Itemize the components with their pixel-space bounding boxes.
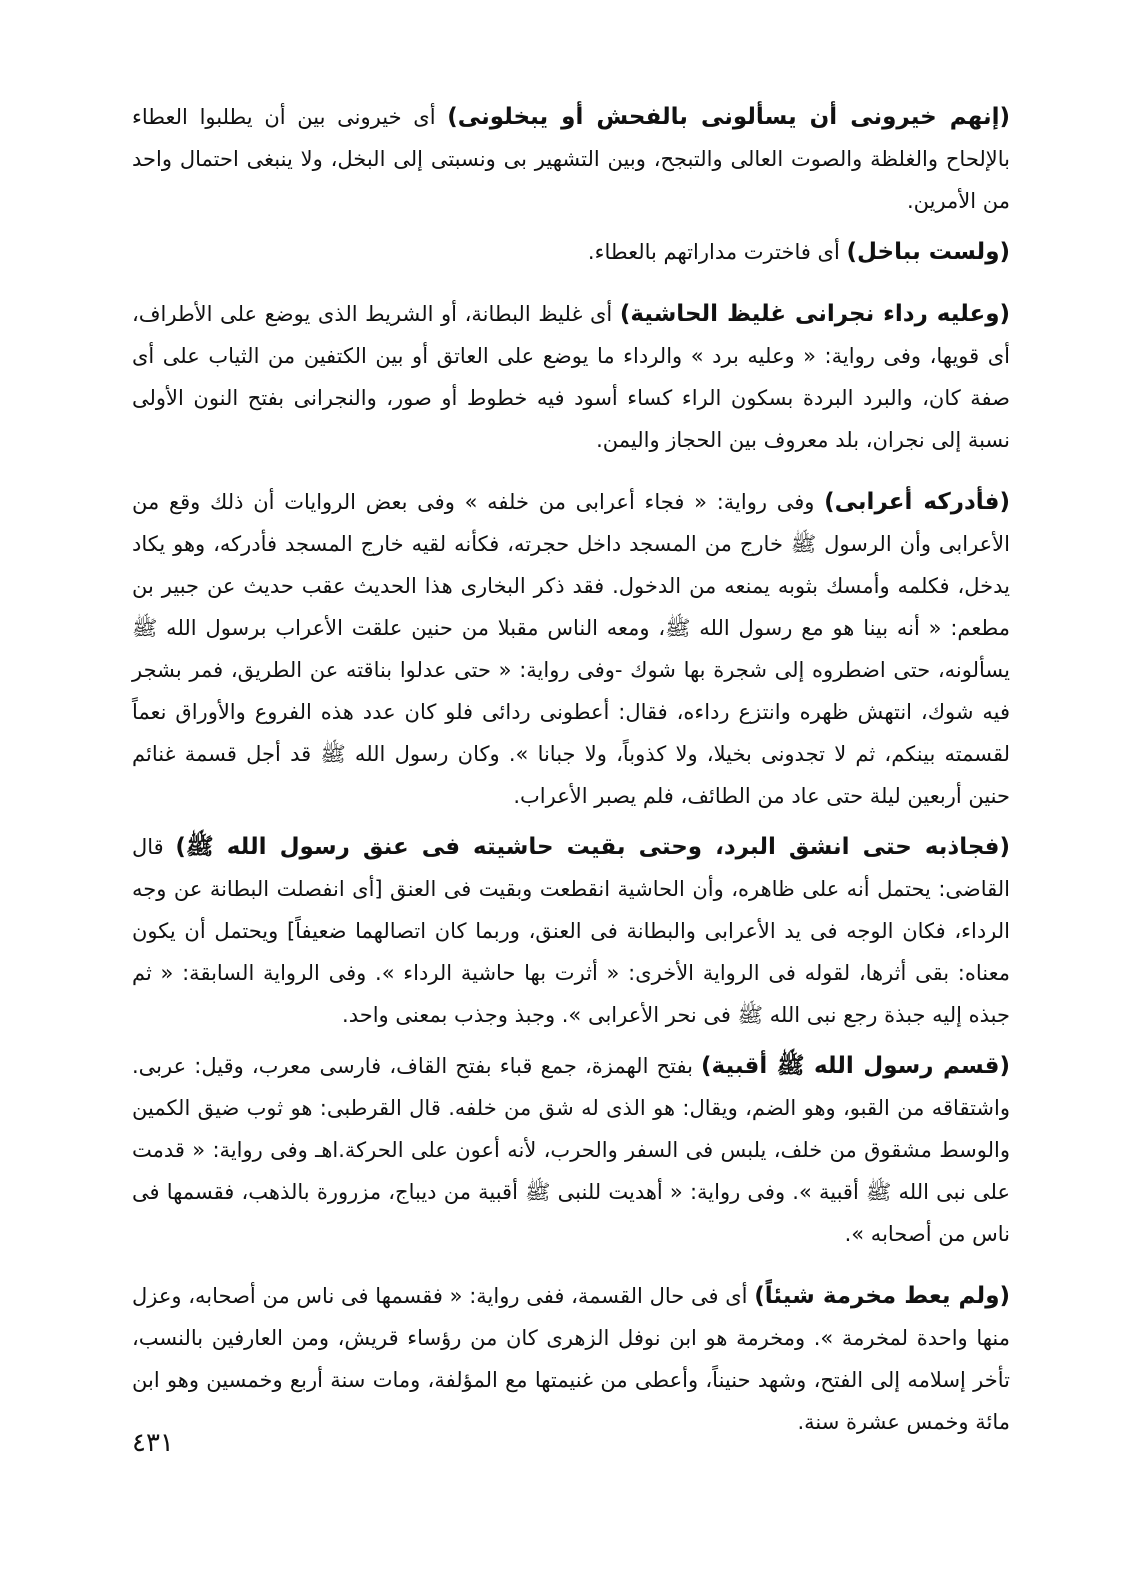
paragraph-5-body: قال القاضى: يحتمل أنه على ظاهره، وأن الحاشية انقطعت وبقيت فى العنق [أى انفصلت البطانة عن وجه الرداء، فكان الوجه فى يد الأعرابى والبطانة فى العنق، وربما كان اتصالهما ضعيفاً] ويحتمل أن يكون معناه: بقى أثرها، لقوله فى الرواية الأخرى: « أثرت بها حاشية الرداء ». وفى الرواية السابقة: « ثم جبذه إليه جبذة رجع نبى الله ﷺ فى نحر الأعرابى ». وجبذ وجذب بمعنى واحد. xyxy=(132,835,1010,1027)
paragraph-4-heading: (فأدركه أعرابى) xyxy=(824,489,1010,515)
paragraph-5 xyxy=(132,826,1010,1036)
paragraph-6-body: بفتح الهمزة، جمع قباء بفتح القاف، فارسى معرب، وقيل: عربى. واشتقاقه من القبو، وهو الضم، ويقال: هو الذى له شق من خلفه. قال القرطبى: هو ثوب ضيق الكمين والوسط مشقوق من خلف، يلبس فى السفر والحرب، لأنه أعون على الحركة.اهـ وفى رواية: « قدمت على نبى الله ﷺ أقبية ». وفى رواية: « أهديت للنبى ﷺ أقبية من ديباج، مزرورة بالذهب، فقسمها فى ناس من أصحابه ». xyxy=(132,1054,1010,1246)
paragraph-2 xyxy=(132,231,1010,273)
paragraph-1-heading: (إنهم خيرونى أن يسألونى بالفحش أو يبخلونى) xyxy=(447,104,1010,130)
paragraph-1 xyxy=(132,96,1010,222)
paragraph-3 xyxy=(132,293,1010,461)
paragraph-6-heading: (قسم رسول الله ﷺ أقبية) xyxy=(701,1053,1010,1079)
paragraph-5-heading: (فجاذبه حتى انشق البرد، وحتى بقيت حاشيته فى عنق رسول الله ﷺ) xyxy=(175,834,1010,860)
paragraph-4-body: وفى رواية: « فجاء أعرابى من خلفه » وفى بعض الروايات أن ذلك وقع من الأعرابى وأن الرسول ﷺ خارج من المسجد داخل حجرته، فكأنه لقيه خارج المسجد فأدركه، وهو يكاد يدخل، فكلمه وأمسك بثوبه يمنعه من الدخول. فقد ذكر البخارى هذا الحديث عقب حديث عن جبير بن مطعم: « أنه بينا هو مع رسول الله ﷺ، ومعه الناس مقبلا من حنين علقت الأعراب برسول الله ﷺ يسألونه، حتى اضطروه إلى شجرة بها شوك -وفى رواية: « حتى عدلوا بناقته عن الطريق، فمر بشجر فيه شوك، انتهش ظهره وانتزع رداءه، فقال: أعطونى ردائى فلو كان عدد هذه الفروع والأوراق نعماً لقسمته بينكم، ثم لا تجدونى بخيلا، ولا كذوباً، ولا جبانا ». وكان رسول الله ﷺ قد أجل قسمة غنائم حنين أربعين ليلة حتى عاد من الطائف، فلم يصبر الأعراب. xyxy=(132,490,1010,808)
page-body xyxy=(132,96,1010,1452)
paragraph-3-body: أى غليظ البطانة، أو الشريط الذى يوضع على الأطراف، أى قويها، وفى رواية: « وعليه برد » والرداء ما يوضع على العاتق أو بين الكتفين من الثياب على أى صفة كان، والبرد البردة بسكون الراء كساء أسود فيه خطوط أو صور، والنجرانى بفتح النون الأولى نسبة إلى نجران، بلد معروف بين الحجاز واليمن. xyxy=(132,302,1010,452)
paragraph-7 xyxy=(132,1275,1010,1443)
paragraph-4 xyxy=(132,481,1010,817)
paragraph-3-heading: (وعليه رداء نجرانى غليظ الحاشية) xyxy=(619,301,1010,327)
page-number: ٤٣١ xyxy=(132,1428,174,1458)
paragraph-7-heading: (ولم يعط مخرمة شيئاً) xyxy=(754,1283,1011,1309)
paragraph-2-body: أى فاخترت مداراتهم بالعطاء. xyxy=(587,240,847,264)
paragraph-1-body: أى خيرونى بين أن يطلبوا العطاء بالإلحاح والغلظة والصوت العالى والتبجح، وبين التشهير بى ونسبتى إلى البخل، ولا ينبغى احتمال واحد من الأمرين. xyxy=(132,105,1010,213)
paragraph-2-heading: (ولست بباخل) xyxy=(846,239,1010,265)
paragraph-7-body: أى فى حال القسمة، ففى رواية: « فقسمها فى ناس من أصحابه، وعزل منها واحدة لمخرمة ». ومخرمة هو ابن نوفل الزهرى كان من رؤساء قريش، ومن العارفين بالنسب، تأخر إسلامه إلى الفتح، وشهد حنيناً، وأعطى من غنيمتها مع المؤلفة، ومات سنة أربع وخمسين وهو ابن مائة وخمس عشرة سنة. xyxy=(132,1284,1010,1434)
paragraph-6 xyxy=(132,1045,1010,1255)
